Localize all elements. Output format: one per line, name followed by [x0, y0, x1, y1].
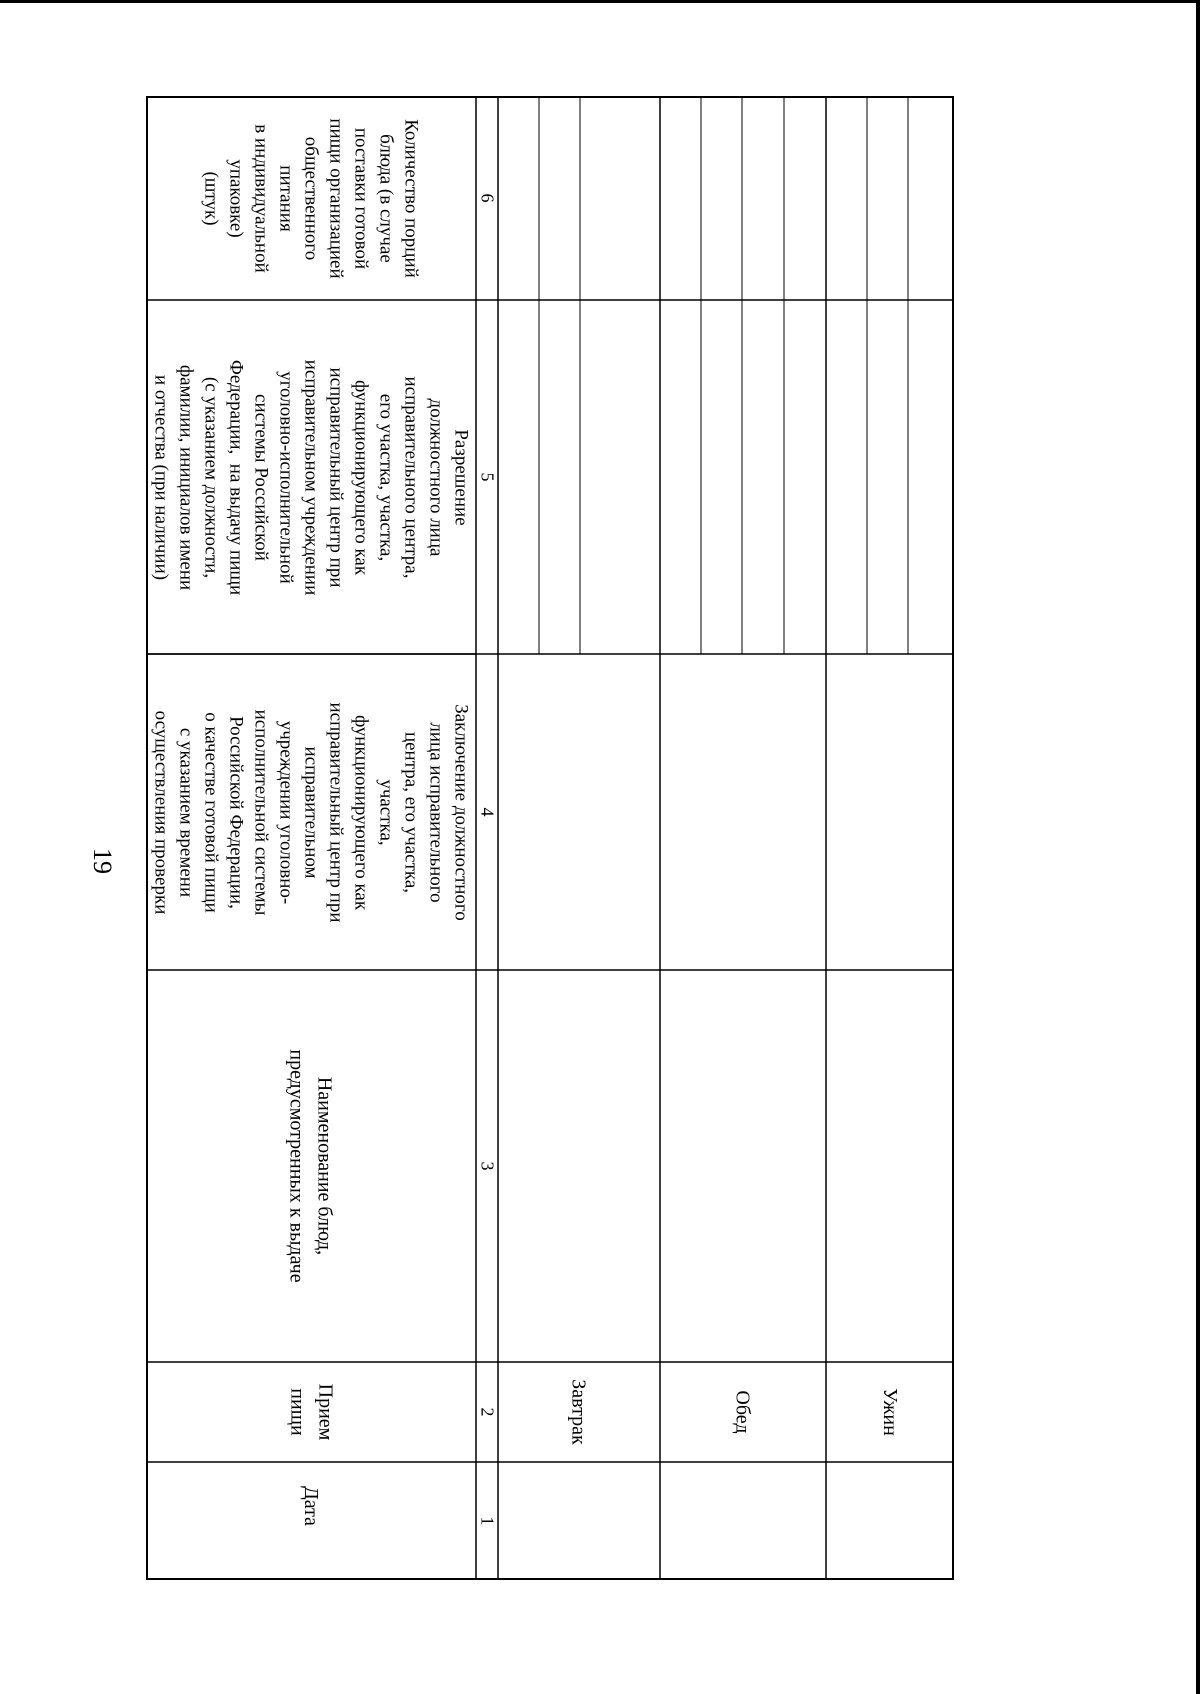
column-number-2: 2 [477, 1407, 497, 1417]
meal-log-table [146, 96, 954, 1580]
meal-dinner: Ужин [878, 1388, 901, 1436]
scan-frame-right [1196, 0, 1200, 1694]
scan-frame-top [0, 0, 1200, 3]
header-date: Дата [300, 1486, 322, 1526]
meal-breakfast: Завтрак [567, 1379, 590, 1445]
header-meal: Прием пищи [286, 1383, 336, 1441]
meal-lunch-cell [660, 1362, 826, 1462]
header-date-cell [146, 1462, 476, 1580]
header-portions-cell [146, 96, 476, 300]
column-number-3: 3 [477, 1161, 497, 1171]
column-number-1: 1 [477, 1516, 497, 1526]
header-permission: Разрешение должностного лица исправительного центра, его участка, участка, функционирующего как исправительный центр при исправительном учреждении уголовно-исполнительной системы Российской Федерации, на выдачу пищи (с указанием должности, фамилии, инициалов имени и отчества (при наличии) [150, 359, 472, 595]
header-meal-cell [146, 1362, 476, 1462]
meal-dinner-cell [826, 1362, 954, 1462]
column-number-4: 4 [477, 807, 497, 817]
header-dish: Наименование блюд, предусмотренных к выдаче [285, 1049, 336, 1283]
meal-lunch: Обед [732, 1390, 754, 1434]
header-conclusion-cell [146, 654, 476, 970]
column-number-5: 5 [477, 472, 497, 482]
header-portions: Количество порций блюда (в случае поставки готовой пищи организацией общественного питания в индивидуальной упаковке) (штук) [200, 117, 422, 279]
header-dish-cell [146, 970, 476, 1362]
meal-breakfast-cell [498, 1362, 660, 1462]
header-conclusion: Заключение должностного лица исправительного центра, его участка, участка, функционирующего как исправительный центр при исправительном учреждении уголовно- исполнительной системы Российской Федерации, о качестве готовой пищи с указанием времени осуществления проверки [150, 702, 472, 922]
page-number-text: 19 [88, 848, 117, 874]
header-permission-cell [146, 300, 476, 654]
page-number [88, 848, 117, 874]
column-number-6: 6 [477, 193, 497, 203]
